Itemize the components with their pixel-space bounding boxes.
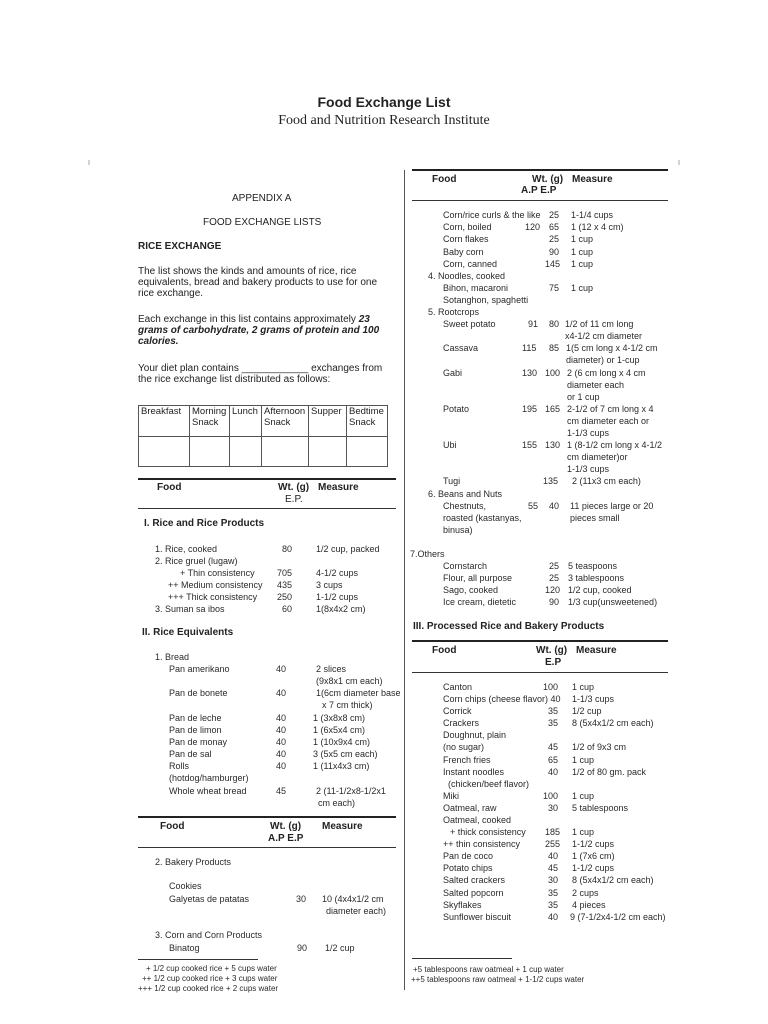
row-label: + Thin consistency (180, 568, 255, 578)
col-measure: Measure (572, 174, 613, 185)
row-wt: 65 (548, 755, 559, 765)
rule (138, 508, 396, 509)
meal-bedtime-snack: Bedtime Snack (347, 406, 388, 437)
row-measure: 3 tablespoons (568, 573, 625, 583)
section-processed: III. Processed Rice and Bakery Products (413, 621, 605, 632)
row-measure: 1 (7x6 cm) (572, 851, 615, 861)
row-measure: 3 cups (316, 580, 343, 590)
row-label: (no sugar) (443, 742, 485, 752)
row-wt: 35 (548, 888, 559, 898)
row-wt: 705 (277, 568, 293, 578)
row-measure: x 7 cm thick) (322, 700, 373, 710)
row-label: binusa) (443, 525, 473, 535)
row-measure: diameter) or 1-cup (566, 355, 640, 365)
row-label: ++ Medium consistency (168, 580, 263, 590)
row-wt: 40 (276, 749, 287, 759)
row-wt: 45 (276, 786, 287, 796)
row-measure: 1-1/3 cups (567, 428, 610, 438)
row-wt: 40 (276, 737, 287, 747)
row-label: Miki (443, 791, 459, 801)
col-food: Food (432, 645, 457, 656)
row-label: Crackers (443, 718, 480, 728)
row-wt: 40 (276, 761, 287, 771)
row-wt: 90 (297, 943, 308, 953)
row-measure: 1/2 cup, cooked (568, 585, 632, 595)
row-measure: 1 (6x5x4 cm) (313, 725, 366, 735)
row-label: roasted (kastanyas, (443, 513, 522, 523)
row-measure: pieces small (570, 513, 620, 523)
row-measure: 1 cup (572, 682, 595, 692)
appendix-heading: APPENDIX A (232, 193, 292, 204)
col-ap-ep: A.P E.P (521, 185, 557, 196)
col-wt: Wt. (g) (536, 645, 568, 656)
row-label: 2. Rice gruel (lugaw) (155, 556, 238, 566)
row-wt: 35 (548, 718, 559, 728)
row-wt: 90 (549, 247, 560, 257)
row-measure: 1 (12 x 4 cm) (571, 222, 624, 232)
rule (138, 847, 396, 848)
row-label: Cornstarch (443, 561, 488, 571)
row-measure: 2 (11x3 cm each) (572, 476, 641, 486)
row-label: 6. Beans and Nuts (428, 489, 503, 499)
row-wt: 25 (549, 234, 560, 244)
row-wt: 30 (548, 803, 559, 813)
row-wt: 80 (282, 544, 293, 554)
row-measure: 1(8x4x2 cm) (316, 604, 366, 614)
row-label: Salted crackers (443, 875, 506, 885)
meal-breakfast: Breakfast (139, 406, 190, 437)
rule (412, 169, 668, 171)
row-label: Instant noodles (443, 767, 505, 777)
row-label: Ice cream, dietetic (443, 597, 517, 607)
row-measure: 1 (8-1/2 cm long x 4-1/2 (567, 440, 663, 450)
row-label: Galyetas de patatas (169, 894, 250, 904)
row-label: Cookies (169, 881, 202, 891)
col-ep: E.P (545, 657, 562, 668)
row-label: Pan de monay (169, 737, 228, 747)
col-measure: Measure (322, 821, 363, 832)
row-wt: 100 (545, 368, 561, 378)
row-label: ++ thin consistency (443, 839, 521, 849)
row-measure: 1/2 of 80 gm. pack (572, 767, 647, 777)
row-label: Tugi (443, 476, 461, 486)
row-measure: diameter each (567, 380, 625, 390)
meal-cell (139, 437, 190, 467)
row-label: Oatmeal, cooked (443, 815, 512, 825)
row-label: Corn chips (cheese flavor) 40 (443, 694, 561, 704)
row-wt: 40 (276, 713, 287, 723)
row-measure: 1 cup (572, 755, 595, 765)
row-label: Corn/rice curls & the like (443, 210, 541, 220)
row-measure: 1-1/2 cups (316, 592, 359, 602)
row-label: Canton (443, 682, 473, 692)
row-label: 1. Rice, cooked (155, 544, 218, 554)
row-measure: 1 (11x4x3 cm) (313, 761, 370, 771)
row-wt: 135 (543, 476, 559, 486)
row-label: Sunflower biscuit (443, 912, 512, 922)
row-label: Pan de sal (169, 749, 212, 759)
page-subtitle: Food and Nutrition Research Institute (278, 113, 490, 128)
row-measure: 5 teaspoons (568, 561, 618, 571)
row-label: French fries (443, 755, 491, 765)
row-label: (hotdog/hamburger) (169, 773, 249, 783)
rice-exchange-heading: RICE EXCHANGE (138, 241, 222, 252)
row-measure: 1/2 cup, packed (316, 544, 380, 554)
row-label: + thick consistency (450, 827, 526, 837)
row-label: Corn, boiled (443, 222, 492, 232)
footnote: +5 tablespoons raw oatmeal + 1 cup water (413, 965, 564, 974)
row-wt: 40 (548, 767, 559, 777)
col-measure: Measure (576, 645, 617, 656)
footnote: + 1/2 cup cooked rice + 5 cups water (146, 964, 277, 973)
row-label: Pan de limon (169, 725, 222, 735)
row-measure: (9x8x1 cm each) (316, 676, 383, 686)
row-label: Flour, all purpose (443, 573, 513, 583)
row-label: 3. Suman sa ibos (155, 604, 225, 614)
row-measure: 1/2 cup (572, 706, 602, 716)
row-measure: 2 (6 cm long x 4 cm (567, 368, 646, 378)
row-label: Baby corn (443, 247, 484, 257)
meal-cell (230, 437, 262, 467)
row-ap: 155 (522, 440, 538, 450)
row-label: 4. Noodles, cooked (428, 271, 506, 281)
row-label: Pan amerikano (169, 664, 230, 674)
col-food: Food (157, 482, 182, 493)
row-ap: 115 (522, 343, 537, 353)
row-label: 3. Corn and Corn Products (155, 930, 263, 940)
row-measure: 10 (4x4x1/2 cm (322, 894, 384, 904)
row-wt: 100 (543, 791, 559, 801)
row-label: Corn, canned (443, 259, 498, 269)
lists-heading: FOOD EXCHANGE LISTS (203, 217, 322, 228)
row-label: Sweet potato (443, 319, 496, 329)
row-label: +++ Thick consistency (168, 592, 258, 602)
row-wt: 75 (549, 283, 560, 293)
footnote: ++ 1/2 cup cooked rice + 3 cups water (142, 974, 278, 983)
row-measure: 1-1/4 cups (571, 210, 614, 220)
row-ap: 195 (522, 404, 538, 414)
row-wt: 40 (276, 725, 287, 735)
row-measure: 1 cup (572, 791, 595, 801)
row-wt: 40 (548, 912, 559, 922)
row-label: Pan de leche (169, 713, 222, 723)
row-label: Corrick (443, 706, 472, 716)
row-label: Corn flakes (443, 234, 489, 244)
row-label: Cassava (443, 343, 479, 353)
row-measure: 1-1/3 cups (572, 694, 615, 704)
row-wt: 35 (548, 900, 559, 910)
row-measure: 2 (11-1/2x8-1/2x1 (316, 786, 386, 796)
diet-plan-paragraph: Your diet plan contains ____________ exchanges from the rice exchange list distributed as follows: (138, 363, 383, 385)
row-measure: 5 tablespoons (572, 803, 629, 813)
row-measure: 4-1/2 cups (316, 568, 359, 578)
row-wt: 25 (549, 573, 560, 583)
row-wt: 255 (545, 839, 561, 849)
row-label: Pan de coco (443, 851, 494, 861)
col-wt: Wt. (g) (270, 821, 302, 832)
row-measure: 1-1/2 cups (572, 863, 615, 873)
row-ap: 55 (528, 501, 539, 511)
rule (138, 816, 396, 818)
row-wt: 120 (545, 585, 561, 595)
meal-morning-snack: Morning Snack (190, 406, 230, 437)
section-others: 7.Others (410, 549, 445, 559)
row-measure: 1-1/2 cups (572, 839, 615, 849)
row-ap: 91 (528, 319, 539, 329)
footnote-rule (412, 958, 512, 959)
row-measure: cm diameter each or (567, 416, 650, 426)
row-wt: 40 (276, 664, 287, 674)
row-label: Sago, cooked (443, 585, 499, 595)
row-label: Ubi (443, 440, 457, 450)
row-wt: 145 (545, 259, 561, 269)
row-measure: 4 pieces (572, 900, 606, 910)
row-wt: 25 (549, 210, 560, 220)
row-label: Doughnut, plain (443, 730, 507, 740)
row-label: 1. Bread (155, 652, 190, 662)
row-label: 5. Rootcrops (428, 307, 480, 317)
row-wt: 100 (543, 682, 559, 692)
rule (412, 672, 668, 673)
row-measure: 8 (5x4x1/2 cm each) (572, 875, 654, 885)
footnote: +++ 1/2 cup cooked rice + 2 cups water (138, 984, 279, 993)
row-label: Bihon, macaroni (443, 283, 509, 293)
row-measure: 1 cup (572, 827, 595, 837)
row-measure: 1/2 of 9x3 cm (572, 742, 627, 752)
row-label: Salted popcorn (443, 888, 504, 898)
meal-lunch: Lunch (230, 406, 262, 437)
col-wt: Wt. (g) (532, 174, 564, 185)
row-wt: 30 (548, 875, 559, 885)
row-ap: 120 (525, 222, 541, 232)
row-measure: 2-1/2 of 7 cm long x 4 (567, 404, 654, 414)
col-measure: Measure (318, 482, 359, 493)
row-measure: 9 (7-1/2x4-1/2 cm each) (570, 912, 666, 922)
row-label: Whole wheat bread (169, 786, 247, 796)
row-wt: 165 (545, 404, 561, 414)
exchange-content-text: Each exchange in this list contains approximately (138, 314, 359, 325)
col-food: Food (432, 174, 457, 185)
row-wt: 85 (549, 343, 560, 353)
page-title: Food Exchange List (317, 94, 451, 110)
row-measure: 1/3 cup(unsweetened) (568, 597, 658, 607)
rule (412, 200, 668, 201)
row-label: Sotanghon, spaghetti (443, 295, 529, 305)
meal-cell (262, 437, 309, 467)
row-label: Rolls (169, 761, 190, 771)
meal-afternoon-snack: Afternoon Snack (262, 406, 309, 437)
footnote-rule (138, 959, 258, 960)
row-wt: 40 (276, 688, 287, 698)
intro-paragraph: The list shows the kinds and amounts of rice, rice equivalents, bread and bakery products to use for one rice exchange. (138, 266, 378, 299)
row-wt: 60 (282, 604, 293, 614)
row-measure: 2 cups (572, 888, 599, 898)
row-wt: 45 (548, 863, 559, 873)
row-measure: cm diameter)or (567, 452, 628, 462)
row-wt: 40 (549, 501, 560, 511)
row-wt: 25 (549, 561, 560, 571)
row-measure: 1 cup (571, 247, 594, 257)
exchange-content (138, 314, 394, 347)
row-label: Potato (443, 404, 470, 414)
meal-cell (309, 437, 347, 467)
row-wt: 80 (549, 319, 560, 329)
row-measure: 3 (5x5 cm each) (313, 749, 378, 759)
row-measure: 1 cup (571, 259, 594, 269)
row-measure: diameter each) (326, 906, 387, 916)
meal-supper: Supper (309, 406, 347, 437)
row-measure: 1 (10x9x4 cm) (313, 737, 371, 747)
section-rice-products: I. Rice and Rice Products (144, 518, 265, 529)
col-ap-ep: A.P E.P (268, 833, 304, 844)
rule (138, 478, 396, 480)
meal-distribution-table (138, 405, 388, 467)
row-wt: 250 (277, 592, 293, 602)
row-measure: 1/2 cup (325, 943, 355, 953)
meal-cell (347, 437, 388, 467)
row-wt: 40 (548, 851, 559, 861)
row-wt: 30 (296, 894, 307, 904)
row-measure: 11 pieces large or 20 (570, 501, 654, 511)
section-rice-equivalents: II. Rice Equivalents (142, 627, 234, 638)
row-wt: 45 (548, 742, 559, 752)
footnote: ++5 tablespoons raw oatmeal + 1-1/2 cups water (411, 975, 585, 984)
col-food: Food (160, 821, 185, 832)
row-measure: 1-1/3 cups (567, 464, 610, 474)
row-measure: cm each) (318, 798, 356, 808)
exchange-content-bold: 23 grams of carbohydrate, 2 grams of protein and 100 calories. (138, 314, 380, 347)
row-ap: 130 (522, 368, 538, 378)
row-label: Potato chips (443, 863, 493, 873)
row-wt: 35 (548, 706, 559, 716)
row-measure: 1/2 of 11 cm long (565, 319, 634, 329)
row-wt: 435 (277, 580, 293, 590)
row-label: Gabi (443, 368, 463, 378)
row-measure: 1(5 cm long x 4-1/2 cm (566, 343, 658, 353)
col-wt: Wt. (g) (278, 482, 310, 493)
row-measure: 8 (5x4x1/2 cm each) (572, 718, 654, 728)
row-measure: 2 slices (316, 664, 347, 674)
row-measure: 1 (3x8x8 cm) (313, 713, 366, 723)
row-label: Oatmeal, raw (443, 803, 497, 813)
row-measure: x4-1/2 cm diameter (565, 331, 643, 341)
row-measure: 1(6cm diameter base (316, 688, 401, 698)
column-divider (404, 170, 405, 990)
row-label: (chicken/beef flavor) (448, 779, 530, 789)
row-label: Chestnuts, (443, 501, 487, 511)
row-measure: 1 cup (571, 283, 594, 293)
row-label: 2. Bakery Products (155, 857, 232, 867)
row-wt: 90 (549, 597, 560, 607)
col-ep: E.P. (285, 494, 303, 505)
row-wt: 65 (549, 222, 560, 232)
row-measure: or 1 cup (567, 392, 600, 402)
rule (412, 640, 668, 642)
meal-cell (190, 437, 230, 467)
row-wt: 185 (545, 827, 561, 837)
row-label: Skyflakes (443, 900, 482, 910)
row-wt: 130 (545, 440, 561, 450)
row-label: Pan de bonete (169, 688, 228, 698)
row-measure: 1 cup (571, 234, 594, 244)
row-label: Binatog (169, 943, 200, 953)
